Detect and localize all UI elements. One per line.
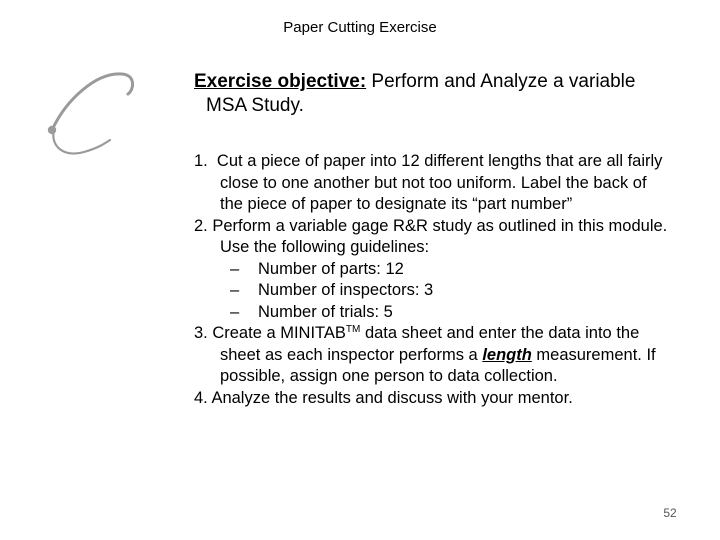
exercise-objective [194, 70, 694, 118]
swoosh-logo-icon [40, 66, 140, 162]
guideline-text: Number of inspectors: 3 [258, 281, 434, 299]
step-text: measurement. If [531, 345, 656, 364]
objective-text-line2: MSA Study. [206, 95, 304, 116]
step-number: 3. [194, 324, 208, 342]
step-text: Perform a variable gage R&R study as outlined in this module. [207, 216, 668, 235]
dash-bullet: – [230, 259, 240, 278]
guideline-text: Number of trials: 5 [258, 302, 393, 321]
step-text: sheet as each inspector performs a [220, 345, 483, 364]
step-text: data sheet and enter the data into the [360, 324, 640, 342]
guideline-item [194, 280, 714, 302]
step-text: close to one another but not too uniform. Label the back of [220, 173, 647, 192]
page-number: 52 [663, 506, 677, 520]
step-text: Cut a piece of paper into 12 different lengths that are all fairly [207, 152, 663, 170]
step-list [194, 151, 714, 409]
guideline-item [194, 302, 714, 324]
logo-swoosh-tail [53, 130, 110, 154]
step-number: 2. [194, 216, 208, 235]
dash-bullet: – [230, 302, 240, 321]
step-4 [194, 388, 714, 410]
page-title: Paper Cutting Exercise [283, 19, 437, 36]
logo-swoosh-curve [52, 74, 133, 130]
step-text: possible, assign one person to data collection. [220, 367, 558, 385]
step-text: Create a MINITAB [207, 324, 346, 342]
step-text: Analyze the results and discuss with your mentor. [207, 388, 573, 407]
emphasized-word: length [482, 345, 532, 364]
objective-label: Exercise objective: [194, 71, 367, 92]
guideline-item [194, 259, 714, 281]
step-number: 1. [194, 152, 208, 170]
step-1 [194, 151, 714, 216]
step-text: the piece of paper to designate its “part number” [220, 195, 573, 213]
guideline-text: Number of parts: 12 [258, 259, 404, 278]
step-2 [194, 216, 714, 324]
objective-text-line1: Perform and Analyze a variable [366, 71, 636, 92]
trademark-superscript: TM [345, 324, 361, 335]
step-text: Use the following guidelines: [220, 238, 430, 256]
step-text-line [194, 345, 714, 367]
logo-dot [48, 126, 56, 134]
step-number: 4. [194, 388, 208, 407]
dash-bullet: – [230, 281, 240, 299]
step-3 [194, 323, 714, 388]
